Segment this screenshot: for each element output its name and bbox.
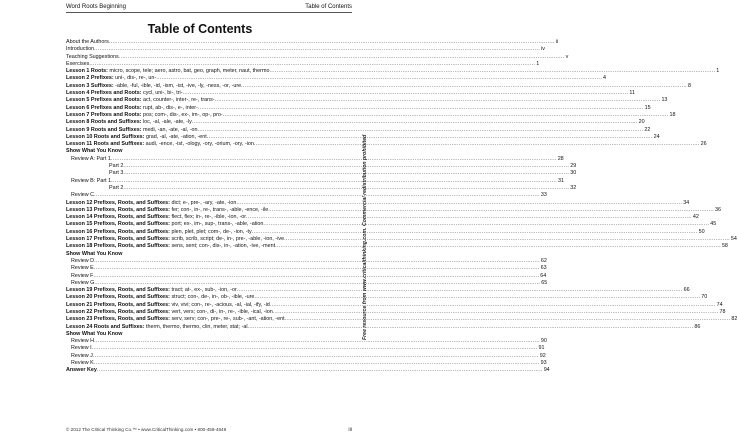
- toc-page-number: 92: [539, 352, 546, 359]
- toc-lesson-detail: grad, -al, -ate, -ation, -ent: [144, 133, 207, 140]
- toc-entry-label: Review J: [71, 352, 93, 359]
- page-title: Table of Contents: [147, 22, 253, 36]
- toc-lesson-detail: cycl, uni-, bi-, tri-: [141, 90, 183, 97]
- toc-page-number: 94: [543, 367, 550, 374]
- toc-entry-label: [66, 112, 223, 119]
- toc-lesson-detail: serv, serv; con-, pre-, re-, sub-, -ant, -ation, -ent: [169, 316, 285, 323]
- dot-leader: [284, 236, 730, 243]
- toc-lesson-title: Lesson 4 Prefixes and Roots:: [66, 90, 142, 97]
- toc-entry-label: Review A: Part 1: [71, 155, 111, 162]
- toc-entry: [66, 82, 691, 90]
- toc-entry-label: [66, 243, 275, 250]
- toc-lesson-title: Lesson 9 Roots and Suffixes:: [66, 126, 142, 133]
- toc-page-number: 86: [694, 323, 701, 330]
- footer-copyright: © 2012 The Critical Thinking Co.™ • www.CriticalThinking.com • 800-458-4849: [66, 427, 227, 432]
- dot-leader: [92, 345, 538, 352]
- toc-entry-label: [66, 302, 270, 309]
- toc-entry: [66, 352, 546, 360]
- toc-lesson-detail: struct; con-, de-, in-, ob-, -ible, -ure: [169, 294, 255, 301]
- dot-leader: [94, 192, 540, 199]
- toc-entry-label: About the Authors: [66, 39, 109, 45]
- toc-entry-label: [66, 97, 215, 104]
- toc-page-number: 8: [687, 82, 691, 89]
- toc-lesson-title: Lesson 21 Prefixes, Roots, and Suffixes:: [66, 301, 170, 308]
- toc-page-number: 1: [716, 68, 720, 75]
- toc-entry-label: Review B: Part 1: [71, 177, 112, 184]
- toc-lesson-title: Lesson 14 Prefixes, Roots, and Suffixes:: [66, 214, 170, 221]
- toc-entry: [66, 331, 353, 338]
- toc-lesson-title: Lesson 22 Prefixes, Roots, and Suffixes:: [66, 308, 170, 315]
- dot-leader: [252, 229, 698, 236]
- dot-leader: [215, 97, 661, 104]
- dot-leader: [94, 258, 540, 265]
- toc-lesson-title: Lesson 8 Roots and Suffixes:: [66, 119, 142, 126]
- toc-page-number: ii: [555, 39, 559, 45]
- toc-entry: [66, 192, 547, 199]
- dot-leader: [263, 221, 709, 228]
- toc-entry-label: Part 3: [109, 170, 124, 177]
- toc-entry-label: Show What You Know: [66, 148, 123, 155]
- toc-entry-label: Answer Key: [66, 367, 97, 374]
- toc-lesson-title: Lesson 13 Prefixes, Roots, and Suffixes:: [66, 206, 170, 213]
- toc-page-number: 36: [715, 206, 722, 213]
- toc-entry-label: [66, 83, 241, 90]
- toc-page-number: 93: [540, 360, 547, 367]
- toc-entry-label: Show What You Know: [66, 330, 123, 337]
- toc-entry: [66, 39, 559, 46]
- toc-lesson-title: Lesson 3 Suffixes:: [66, 82, 114, 89]
- toc-lesson-detail: port; ex-, im-, sup-, trans-, -able, -ation: [169, 221, 264, 228]
- dot-leader: [285, 316, 731, 323]
- toc-entry: [66, 141, 707, 148]
- side-note: [362, 134, 374, 340]
- toc-entry-label: Review I: [71, 345, 92, 352]
- dot-leader: [192, 119, 638, 126]
- toc-page-number: 32: [570, 184, 577, 191]
- toc-entry: [66, 75, 607, 82]
- toc-lesson-detail: act, counter-, inter-, re-, trans-: [141, 97, 215, 104]
- toc-entry: [66, 221, 717, 228]
- toc-entry: [66, 104, 651, 112]
- toc-page-number: 1: [536, 60, 540, 67]
- toc-entry: [66, 119, 645, 126]
- toc-entry-label: [66, 207, 268, 214]
- toc-entry: [66, 97, 668, 104]
- toc-entry: [66, 60, 540, 68]
- toc-page-number: 91: [538, 345, 545, 352]
- toc-page-number: 62: [540, 257, 547, 264]
- dot-leader: [119, 54, 565, 61]
- toc-entry: [66, 243, 728, 250]
- toc-entry: [66, 111, 676, 119]
- toc-entry-label: Exercises: [66, 60, 90, 67]
- toc-page-number: 82: [731, 316, 737, 323]
- toc-entry-label: [66, 316, 285, 323]
- toc-entry-label: Part 2: [109, 163, 124, 170]
- toc-page-number: 30: [570, 170, 577, 177]
- dot-leader: [273, 309, 719, 316]
- dot-leader: [275, 243, 721, 250]
- toc-page-number: 63: [540, 265, 547, 272]
- toc-entry-label: [66, 214, 246, 221]
- toc-entry: [66, 46, 545, 53]
- footer-page-number: iii: [348, 427, 352, 433]
- toc-entry-label: [66, 134, 207, 141]
- toc-lesson-title: Lesson 24 Roots and Suffixes:: [66, 323, 145, 330]
- toc-page-number: 65: [541, 279, 548, 286]
- toc-lesson-detail: viv, vivi; con-, re-, -acious, -al, -ial, -ify, -id: [169, 301, 270, 308]
- toc-page-number: 33: [540, 192, 547, 199]
- header-book-title: Word Roots Beginning: [66, 4, 126, 10]
- toc-entry: [66, 236, 737, 243]
- toc-lesson-detail: loc, -al, -ale, -ate, -ly: [141, 119, 192, 126]
- toc-page-number: 50: [698, 228, 705, 235]
- toc-page-number: v: [565, 53, 569, 60]
- toc-lesson-detail: micro, scope, tele; aero, astro, bat, geo, graph, meter, naut, thermo: [107, 68, 270, 75]
- dot-leader: [123, 185, 569, 192]
- toc-entry: [66, 177, 564, 185]
- dot-leader: [223, 112, 669, 119]
- toc-page-number: 29: [570, 163, 577, 170]
- dot-leader: [270, 302, 716, 309]
- dot-leader: [183, 90, 629, 97]
- toc-entry-label: [66, 229, 252, 236]
- toc-entry-label: [66, 90, 183, 97]
- toc-lesson-detail: therm, thermo, thermo, clin, meter, stat; -al: [144, 323, 248, 330]
- dot-leader: [109, 39, 555, 46]
- dot-leader: [248, 324, 694, 331]
- toc-lesson-title: Lesson 17 Prefixes, Roots, and Suffixes:: [66, 236, 170, 243]
- toc-entry-label: Review H: [71, 338, 95, 345]
- toc-page-number: 11: [629, 90, 635, 97]
- toc-page-number: 70: [701, 294, 708, 301]
- toc-page-number: 45: [710, 221, 717, 228]
- toc-page-number: 13: [661, 97, 668, 104]
- toc-entry: [66, 279, 548, 287]
- toc-entry: [66, 148, 353, 155]
- toc-page-number: 18: [669, 111, 676, 118]
- toc-entry: [66, 294, 708, 301]
- toc-page-number: 28: [557, 155, 564, 162]
- header-section-title: Table of Contents: [305, 4, 352, 10]
- toc-page-number: 64: [540, 272, 547, 279]
- dot-leader: [254, 141, 700, 148]
- toc-page-number: 54: [730, 236, 737, 243]
- toc-entry: [66, 206, 722, 214]
- toc-lesson-title: Lesson 12 Prefixes, Roots, and Suffixes:: [66, 199, 170, 206]
- toc-lesson-detail: tract; at-, ex-, sub-, -ion, -or: [169, 287, 237, 294]
- toc-page-number: 58: [721, 243, 728, 250]
- toc-page-number: 42: [692, 214, 699, 221]
- toc-lesson-title: Lesson 19 Prefixes, Roots, and Suffixes:: [66, 287, 170, 294]
- dot-leader: [94, 46, 540, 53]
- toc-entry-label: Show What You Know: [66, 250, 123, 257]
- dot-leader: [93, 353, 539, 360]
- toc-entry-label: [66, 287, 237, 294]
- toc-page-number: 78: [719, 308, 726, 315]
- toc-entry-label: [66, 119, 192, 126]
- toc-entry: [66, 170, 577, 177]
- toc-entry: [66, 90, 635, 97]
- toc-lesson-title: Lesson 18 Prefixes, Roots, and Suffixes:: [66, 243, 170, 250]
- toc-entry-label: [66, 200, 236, 207]
- toc-lesson-detail: vert, vers; con-, di-, in-, re-, -ible, -ical, -ion: [169, 308, 273, 315]
- toc-lesson-title: Lesson 5 Prefixes and Roots:: [66, 97, 142, 104]
- toc-entry-label: Part 2: [109, 184, 124, 191]
- dot-leader: [246, 214, 692, 221]
- toc-entry-label: Review G: [71, 279, 95, 286]
- toc-lesson-detail: pos; com-, dis-, ex-, im-, op-, pro-: [141, 111, 223, 118]
- dot-leader: [237, 287, 683, 294]
- toc-entry-label: Review C: [71, 192, 95, 199]
- toc-entry: [66, 251, 353, 258]
- toc-lesson-detail: dict; e-, pre-, -ary, -ate, -ion: [169, 199, 237, 206]
- toc-page-number: 31: [557, 177, 564, 184]
- toc-entry-label: Review E: [71, 265, 94, 272]
- toc-entry: [66, 53, 569, 61]
- toc-entry: [66, 184, 577, 192]
- toc-page-number: 4: [603, 75, 607, 82]
- toc-page-number: 24: [653, 133, 660, 140]
- dot-leader: [241, 83, 687, 90]
- dot-leader: [97, 367, 543, 374]
- toc-entry-label: Introduction: [66, 46, 95, 53]
- dot-leader: [123, 163, 569, 170]
- toc-lesson-detail: uni-, dis-, re-, un-: [113, 75, 157, 82]
- dot-leader: [94, 280, 540, 287]
- toc-entry: [66, 265, 547, 272]
- toc-entry-label: [66, 75, 156, 82]
- toc-entry: [66, 287, 690, 294]
- toc-entry-label: [66, 309, 273, 316]
- dot-leader: [269, 68, 715, 75]
- page-footer: [66, 426, 352, 434]
- dot-leader: [236, 200, 682, 207]
- toc-lesson-detail: medi, -an, -ate, -al, -on: [141, 126, 198, 133]
- toc-entry: [66, 360, 547, 367]
- toc-entry-label: [66, 221, 263, 228]
- toc-page-number: 74: [716, 301, 723, 308]
- toc-entry-label: [66, 236, 284, 243]
- dot-leader: [198, 105, 644, 112]
- toc-lesson-title: Lesson 16 Prefixes, Roots, and Suffixes:: [66, 228, 170, 235]
- toc-entry: [66, 301, 723, 309]
- toc-entry: [66, 323, 701, 331]
- dot-leader: [89, 61, 535, 68]
- toc-entry: [66, 68, 720, 75]
- toc-lesson-detail: audi, -ence, -ist, -ology, -ory, -orium, -ory, -ion: [144, 141, 254, 148]
- toc-entry: [66, 155, 564, 163]
- toc-page-number: 34: [683, 199, 690, 206]
- toc-page-number: iv: [541, 46, 545, 53]
- toc-page-number: 26: [700, 141, 707, 148]
- toc-entry-label: [66, 105, 198, 112]
- dot-leader: [93, 273, 539, 280]
- toc-entry: [66, 367, 550, 374]
- toc-page-number: 66: [683, 287, 690, 294]
- toc-entry-label: [66, 68, 269, 75]
- toc-entry-label: Review K: [71, 360, 94, 367]
- toc-entry-label: [66, 324, 248, 331]
- dot-leader: [94, 265, 540, 272]
- toc-lesson-detail: scrib, scrib, script; de-, in-, pre-, -able, -ion, -ive: [169, 236, 285, 243]
- toc-entry: [66, 338, 547, 345]
- toc-lesson-title: Lesson 15 Prefixes, Roots, and Suffixes:: [66, 221, 170, 228]
- toc-entry-label: Review D: [71, 257, 95, 264]
- toc-page-number: 15: [644, 104, 651, 111]
- toc-lesson-title: Lesson 20 Prefixes, Roots, and Suffixes:: [66, 294, 170, 301]
- toc-entry-label: Review F: [71, 272, 94, 279]
- dot-leader: [268, 207, 714, 214]
- dot-leader: [198, 127, 644, 134]
- toc-entry: [66, 345, 545, 352]
- toc-lesson-detail: fer; con-, in-, re-, trans-, -able, -ence, -ile: [169, 206, 269, 213]
- toc-lesson-detail: sens, sent; con-, dis-, in-, -ation, -ive, -ment: [169, 243, 276, 250]
- dot-leader: [207, 134, 653, 141]
- toc-entry: [66, 126, 651, 134]
- toc-entry: [66, 199, 690, 207]
- dot-leader: [111, 178, 557, 185]
- toc-page-number: 22: [644, 126, 651, 133]
- toc-entry: [66, 133, 660, 141]
- toc-lesson-title: Lesson 2 Prefixes:: [66, 75, 114, 82]
- running-header: [66, 3, 352, 13]
- toc-entry: [66, 257, 547, 265]
- toc-entry: [66, 308, 726, 316]
- toc-lesson-title: Lesson 6 Prefixes and Roots:: [66, 104, 142, 111]
- toc-entry: [66, 316, 737, 323]
- toc-page-number: 90: [540, 338, 547, 345]
- dot-leader: [254, 294, 700, 301]
- toc-lesson-detail: plen, plet, plet; com-, de-, -ion, -ty: [169, 228, 252, 235]
- dot-leader: [94, 338, 540, 345]
- toc-lesson-title: Lesson 1 Roots:: [66, 68, 108, 75]
- toc-entry: [66, 214, 699, 221]
- dot-leader: [94, 360, 540, 367]
- toc-entry: [66, 228, 705, 236]
- side-note-text: Free resource from www.criticalthinking.com. Commercial redistribution prohibited: [362, 134, 368, 340]
- toc-page-number: 20: [638, 119, 645, 126]
- toc-entry-label: [66, 127, 198, 134]
- dot-leader: [156, 75, 602, 82]
- dot-leader: [123, 170, 569, 177]
- toc-lesson-detail: rupt, ab-, dis-, e-, inter-: [141, 104, 198, 111]
- toc-entry: [66, 272, 547, 280]
- dot-leader: [111, 156, 557, 163]
- toc-entry-label: [66, 141, 254, 148]
- toc-lesson-title: Lesson 11 Roots and Suffixes:: [66, 141, 145, 148]
- toc-lesson-detail: flect, flex; in-, re-, -ible, -ion, -or: [169, 214, 247, 221]
- toc-lesson-title: Lesson 23 Prefixes, Roots, and Suffixes:: [66, 316, 170, 323]
- toc-entry-label: Teaching Suggestions: [66, 53, 119, 60]
- toc-lesson-title: Lesson 10 Roots and Suffixes:: [66, 133, 145, 140]
- toc-entry-label: [66, 294, 254, 301]
- toc-lesson-detail: -able, -ful, -ible, -id, -ism, -ist, -ive, -ly, -ness, -or, -ure: [113, 82, 242, 89]
- toc-entry: [66, 163, 577, 170]
- toc-lesson-title: Lesson 7 Prefixes and Roots:: [66, 111, 142, 118]
